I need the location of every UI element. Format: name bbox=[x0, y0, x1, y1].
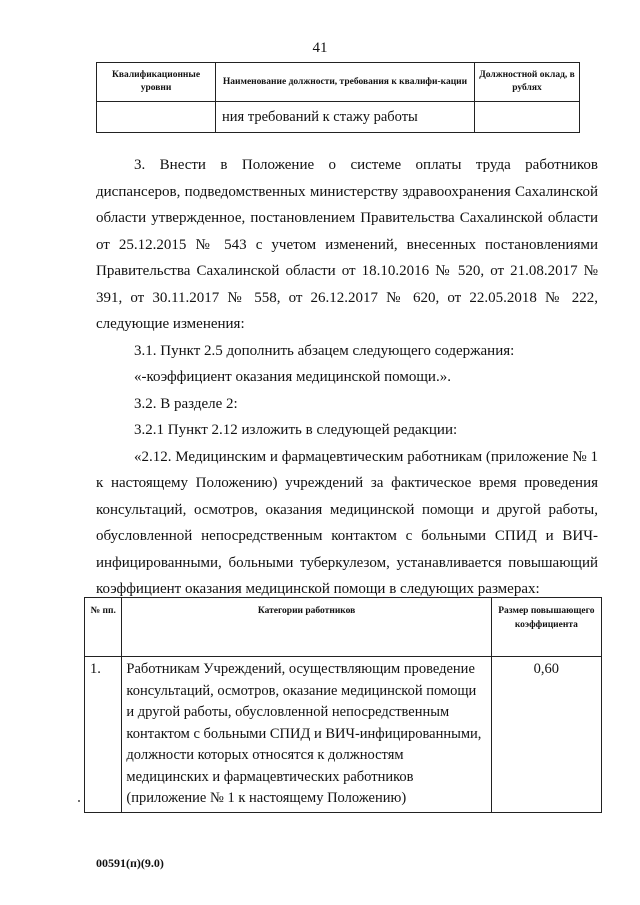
row-number: 1. bbox=[85, 657, 122, 813]
header-number: № пп. bbox=[85, 598, 122, 657]
coefficient-table bbox=[84, 597, 602, 813]
table-cell: ния требований к стажу работы bbox=[216, 102, 475, 133]
table-row bbox=[85, 657, 602, 813]
paragraph-3: 3. Внести в Положение о системе оплаты труда работников диспансеров, подведомственных министерству здравоохранения Сахалинской области утвержденное, постановлением Правительства Сахалинской области от 25.12.2015 № 543 с учетом изменений, внесенных постановлениями Правительства Сахалинской области от 18.10.2016 № 520, от 21.08.2017 № 391, от 30.11.2017 № 558, от 26.12.2017 № 620, от 22.05.2018 № 222, следующие изменения: bbox=[96, 157, 598, 332]
row-coefficient: 0,60 bbox=[491, 657, 601, 813]
header-salary: Должностной оклад, в рублях bbox=[475, 63, 580, 102]
footer-document-code: 00591(п)(9.0) bbox=[96, 856, 164, 870]
table-header-row bbox=[85, 598, 602, 657]
table-header-row bbox=[97, 63, 580, 102]
table-row bbox=[97, 102, 580, 133]
document-body bbox=[96, 152, 598, 603]
header-coefficient: Размер повышающего коэффициента bbox=[491, 598, 601, 657]
table-cell bbox=[475, 102, 580, 133]
header-qualification-levels: Квалификационные уровни bbox=[97, 63, 216, 102]
paragraph-3-2: 3.2. В разделе 2: bbox=[134, 395, 238, 412]
paragraph-3-2-1: 3.2.1 Пункт 2.12 изложить в следующей редакции: bbox=[134, 422, 458, 438]
page-number: 41 bbox=[312, 40, 328, 56]
paragraph-3-1: 3.1. Пункт 2.5 дополнить абзацем следующего содержания: bbox=[134, 342, 515, 359]
paragraph-2-12: «2.12. Медицинским и фармацевтическим работникам (приложение № 1 к настоящему Положению) учреждений за фактическое время проведения консультаций, осмотров, оказания медицинской помощи и другой работы, обусловленной непосредственным контактом с больными СПИД и ВИЧ-инфицированными, больными туберкулезом, устанавливается повышающий коэффициент оказания медицинской помощи в следующих размерах: bbox=[96, 448, 598, 597]
header-position-name: Наименование должности, требования к квалифи-кации bbox=[216, 63, 475, 102]
row-category: Работникам Учреждений, осуществляющим проведение консультаций, осмотров, оказание медицинской помощи и другой работы, обусловленной непосредственным контактом с больными СПИД и ВИЧ-инфицированными, должности которых относятся к должностям медицинских и фармацевтических работников (приложение № 1 к настоящему Положению) bbox=[122, 657, 491, 813]
header-categories: Категории работников bbox=[122, 598, 491, 657]
paragraph-coefficient-quote: «-коэффициент оказания медицинской помощи.». bbox=[134, 369, 451, 385]
qualification-table-continued bbox=[96, 62, 580, 133]
table-cell bbox=[97, 102, 216, 133]
scan-speck bbox=[78, 800, 80, 802]
